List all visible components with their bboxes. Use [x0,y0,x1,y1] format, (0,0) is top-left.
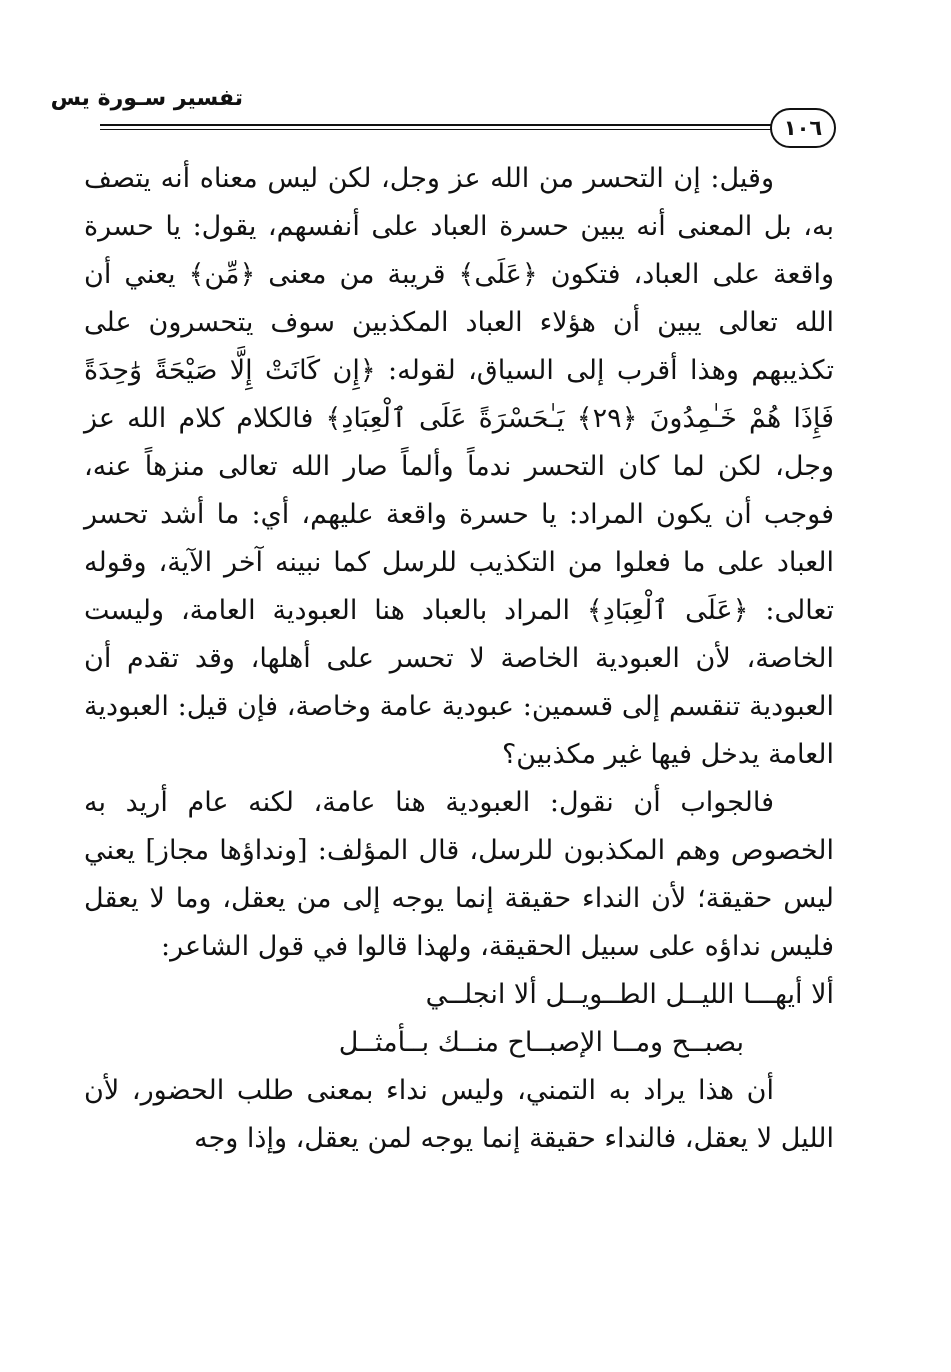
paragraph-2: فالجواب أن نقول: العبودية هنا عامة، لكنه عام أريد به الخصوص وهم المكذبون للرسل، قال المؤلف: [ونداؤها مجاز] يعني ليس حقيقة؛ لأن النداء حقيقة إنما يوجه إلى من يعقل، وما لا يعقل فليس نداؤه على سبيل الحقيقة، ولهذا قالوا في قول الشاعر: [84,787,834,962]
paragraph-3: أن هذا يراد به التمني، وليس نداء بمعنى طلب الحضور، لأن الليل لا يعقل، فالنداء حقيقة إنما يوجه لمن يعقل، وإذا وجه [84,1075,834,1154]
page-body [84,155,834,1163]
header-rule-thin [100,129,790,130]
paragraph-1: وقيل: إن التحسر من الله عز وجل، لكن ليس معناه أنه يتصف به، بل المعنى أنه يبين حسرة العباد على أنفسهم، يقول: يا حسرة واقعة على العباد، فتكون ﴿عَلَى﴾ قريبة من معنى ﴿مِّن﴾ يعني أن الله تعالى يبين أن هؤلاء العباد المكذبين سوف يتحسرون على تكذيبهم وهذا أقرب إلى السياق، لقوله: ﴿إِن كَانَتْ إِلَّا صَيْحَةً وَٰحِدَةً فَإِذَا هُمْ خَـٰمِدُونَ ﴿٢٩﴾ يَـٰحَسْرَةً عَلَى ٱلْعِبَادِ﴾ فالكلام كلام الله عز وجل، لكن لما كان التحسر ندماً وألماً صار الله تعالى منزهاً عنه، فوجب أن يكون المراد: يا حسرة واقعة عليهم، أي: ما أشد تحسر العباد على ما فعلوا من التكذيب للرسل كما نبينه آخر الآية، وقوله تعالى: ﴿عَلَى ٱلْعِبَادِ﴾ المراد بالعباد هنا العبودية العامة، وليست الخاصة، لأن العبودية الخاصة لا تحسر على أهلها، وقد تقدم أن العبودية تنقسم إلى قسمين: عبودية عامة وخاصة، فإن قيل: العبودية العامة يدخل فيها غير مكذبين؟ [84,163,834,770]
page-number: ١٠٦ [770,108,836,148]
header-rule [100,124,790,126]
running-header-title: تفسير سـورة يس [50,86,243,111]
poem-line-1: ألا أيهـــا الليــل الطــويــل ألا انجلــي [425,979,834,1010]
poem-line-2: بصبــح ومــا الإصبــاح منــك بــأمثــل [338,1027,744,1058]
